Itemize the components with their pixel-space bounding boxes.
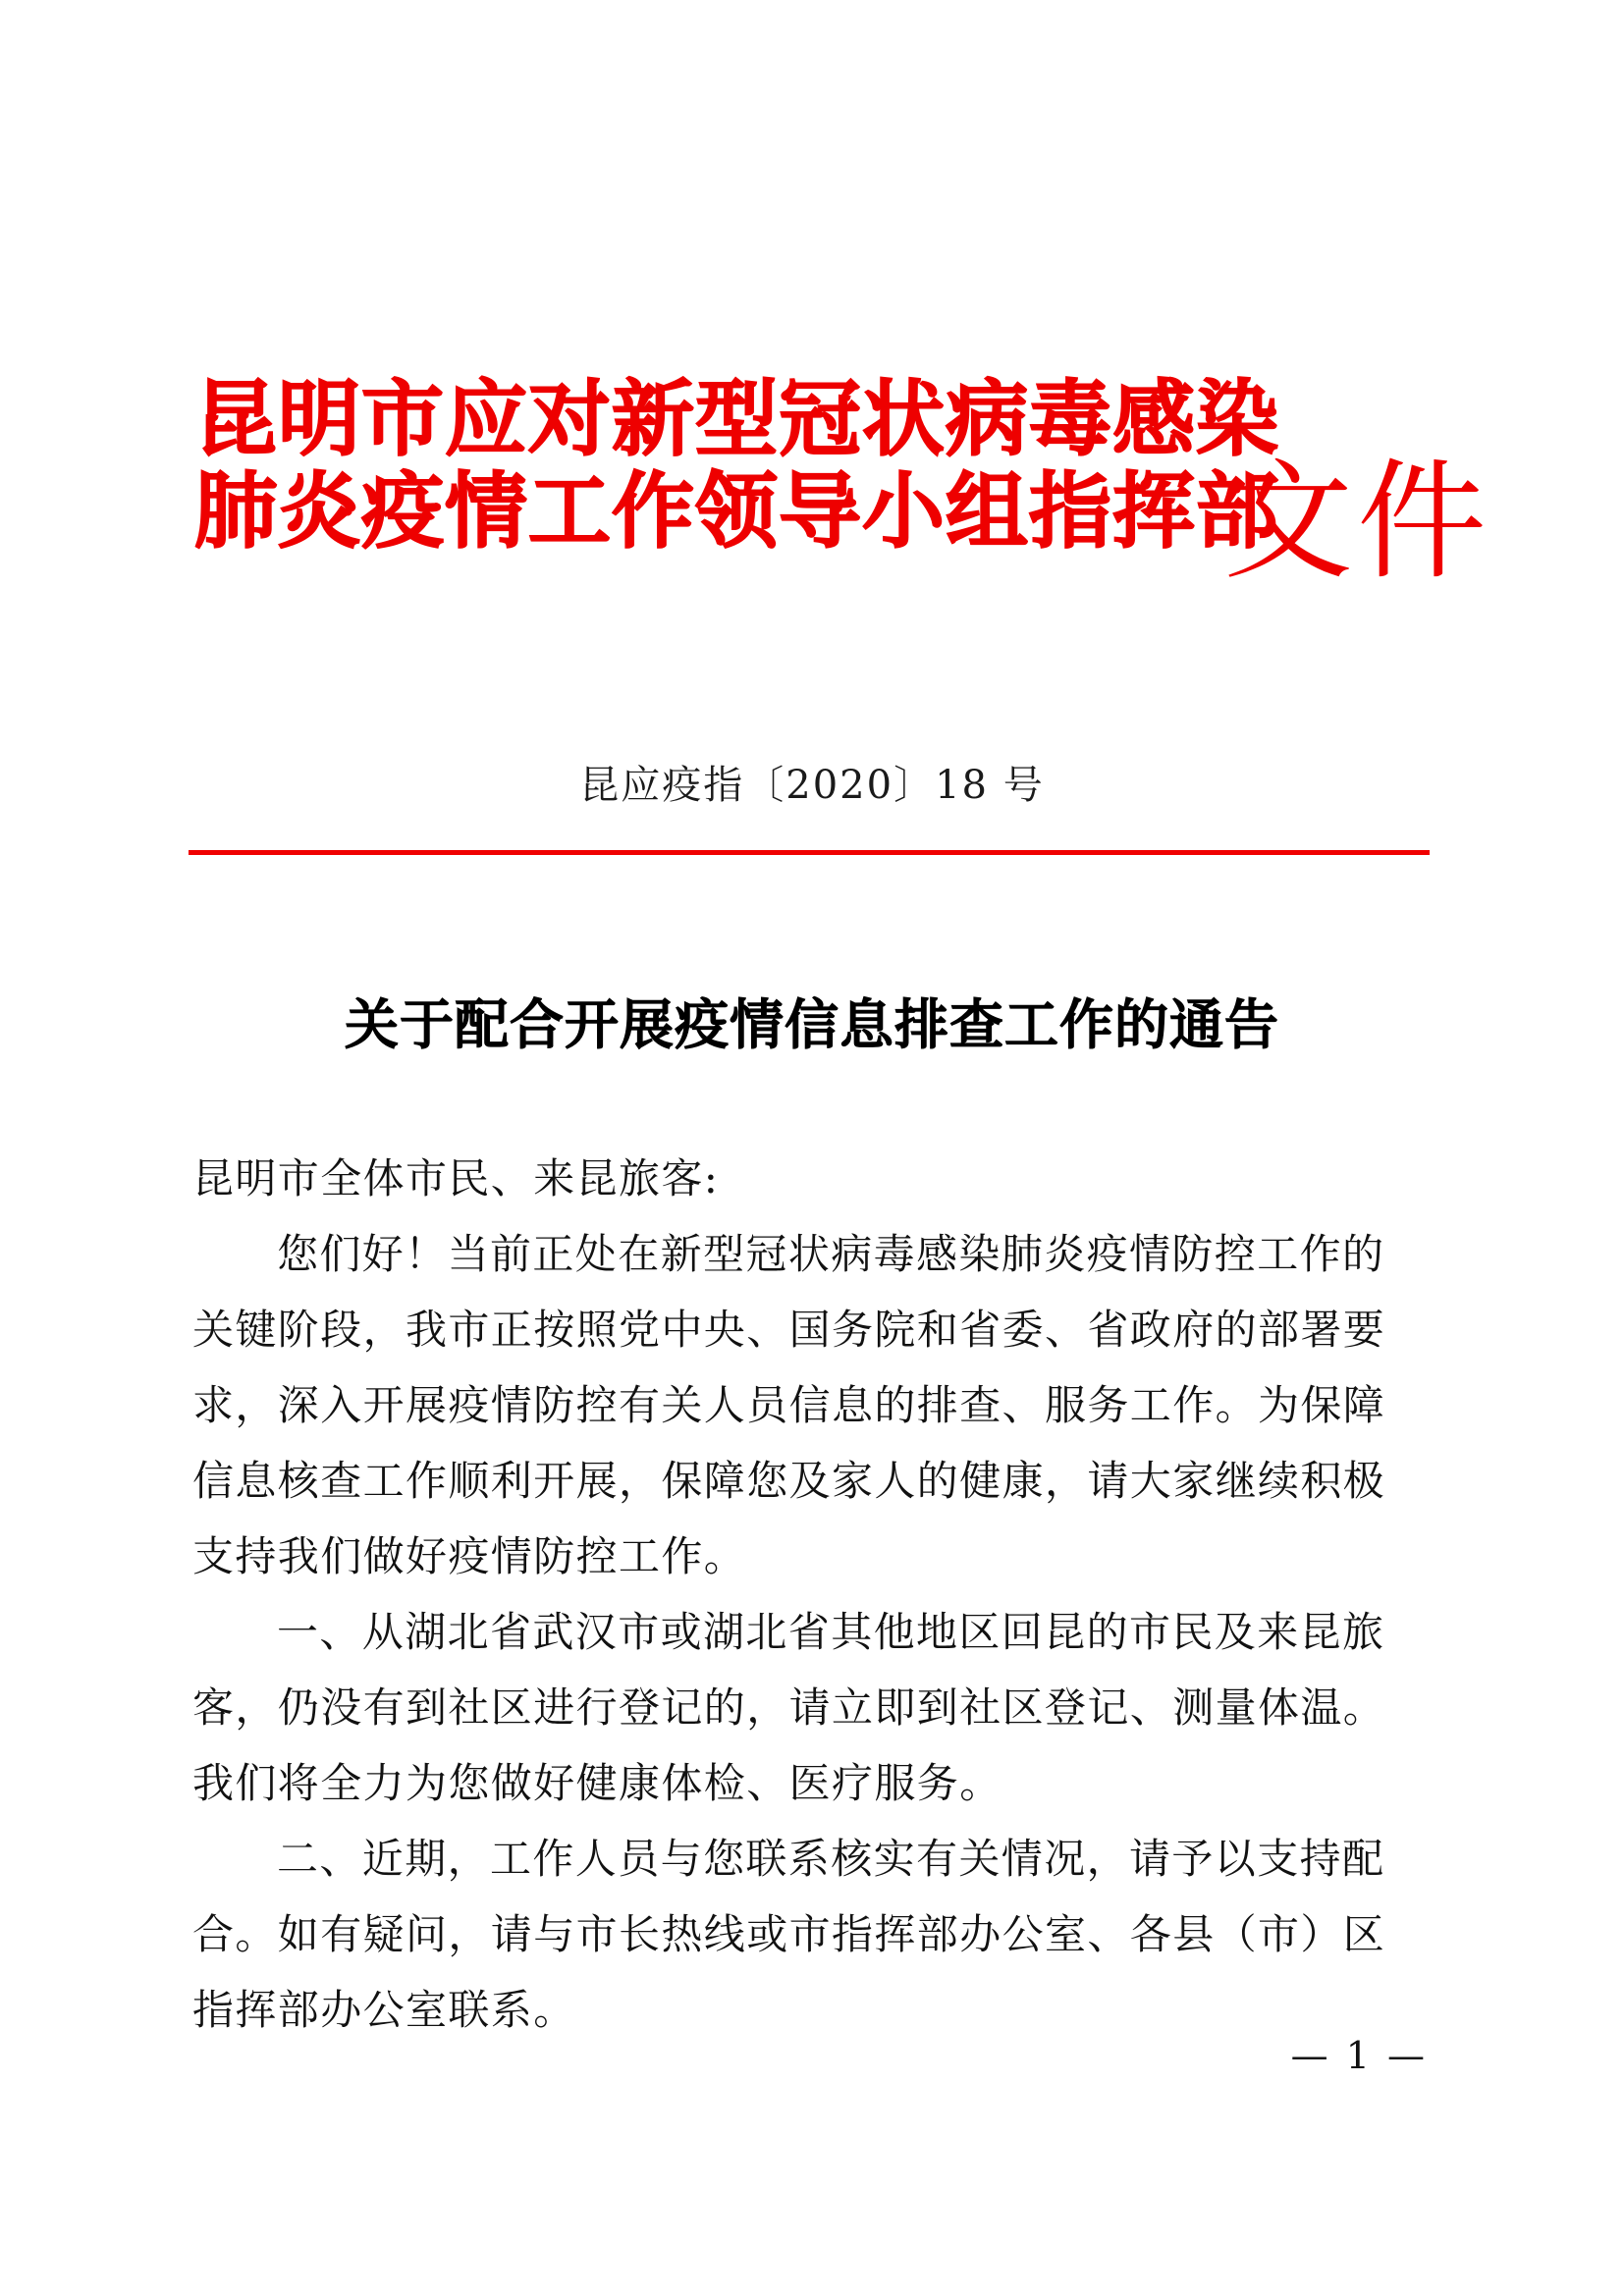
body-line: 二、近期，工作人员与您联系核实有关情况，请予以支持配 (277, 1835, 1385, 1883)
body-line: 我们将全力为您做好健康体检、医疗服务。 (192, 1759, 1002, 1807)
body-line: 支持我们做好疫情防控工作。 (192, 1532, 747, 1580)
red-divider-rule (189, 850, 1430, 855)
page-number: — 1 — (1290, 2034, 1428, 2077)
body-line: 求，深入开展疫情防控有关人员信息的排查、服务工作。为保障 (192, 1381, 1386, 1429)
body-line: 客，仍没有到社区进行登记的，请立即到社区登记、测量体温。 (192, 1683, 1386, 1732)
salutation: 昆明市全体市民、来昆旅客: (192, 1154, 720, 1202)
body-line: 您们好！当前正处在新型冠状病毒感染肺炎疫情防控工作的 (277, 1230, 1385, 1278)
letterhead-line-1: 昆明市应对新型冠状病毒感染 (194, 371, 1280, 467)
letterhead-suffix-wenjian: 文件 (1223, 447, 1490, 598)
body-line: 指挥部办公室联系。 (192, 1986, 576, 2034)
document-number: 昆应疫指〔2020〕18 号 (579, 763, 1045, 808)
body-line: 一、从湖北省武汉市或湖北省其他地区回昆的市民及来昆旅 (277, 1608, 1385, 1656)
document-body (192, 1141, 1432, 2048)
letterhead-line-2: 肺炎疫情工作领导小组指挥部 (194, 463, 1280, 560)
body-paragraph-lines (192, 1216, 1432, 2048)
document-title: 关于配合开展疫情信息排查工作的通告 (344, 993, 1279, 1056)
body-line: 信息核查工作顺利开展，保障您及家人的健康，请大家继续积极 (192, 1457, 1386, 1505)
letterhead (0, 373, 1624, 667)
letterhead-title-lines (194, 371, 1280, 560)
body-line: 关键阶段，我市正按照党中央、国务院和省委、省政府的部署要 (192, 1306, 1386, 1354)
body-line: 合。如有疑问，请与市长热线或市指挥部办公室、各县（市）区 (192, 1910, 1386, 1958)
